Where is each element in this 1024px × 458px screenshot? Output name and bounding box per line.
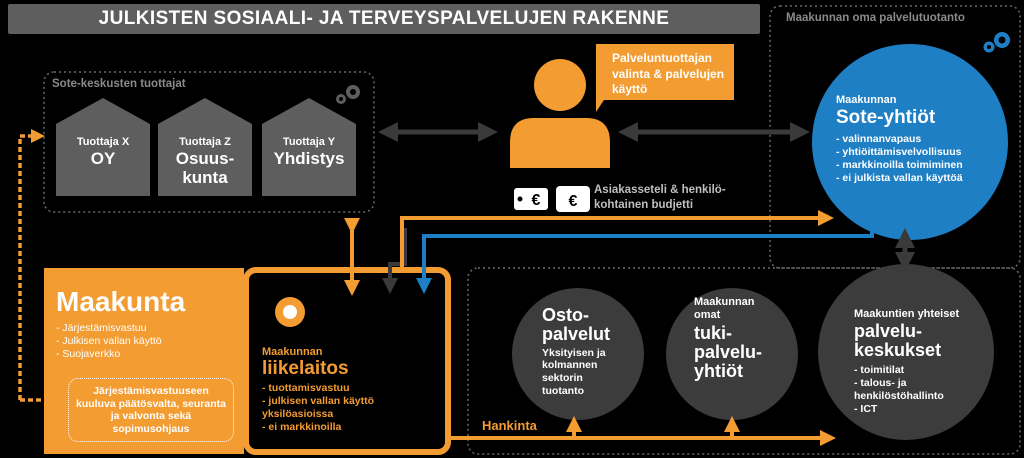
liikelaitos-big: liikelaitos: [262, 358, 349, 379]
sote-yhtiot-list: [836, 133, 996, 186]
house-y-big: Yhdistys: [273, 148, 345, 168]
gear-icon: [984, 32, 1011, 53]
sote-group-label: Sote-keskusten tuottajat: [52, 78, 186, 90]
list-item: - tuottamisvastuu: [262, 382, 374, 395]
list-item: - ei markkinoilla: [262, 421, 374, 434]
arrow-liikelaitos-to-yhtiot: [402, 218, 826, 270]
wallet-icon-symbol: €: [568, 193, 578, 210]
ostopalvelut-small: Yksityisen ja kolmannen sektorin tuotanto: [542, 346, 606, 397]
list-item: - julkisen vallan käyttö yksilöasioissa: [262, 395, 374, 421]
tukipalveluyhtiot-big: tuki- palvelu- yhtiöt: [694, 323, 763, 382]
maakunta-title: Maakunta: [56, 286, 186, 317]
palvelukeskukset-small: Maakuntien yhteiset: [854, 308, 960, 320]
hankinta-label: Hankinta: [482, 418, 537, 433]
speech-bubble-text: Palveluntuottajan valinta & palvelujen käyttö: [612, 51, 725, 97]
house-x-small: Tuottaja X: [76, 136, 130, 148]
gear-icon: [336, 85, 360, 104]
sote-yhtiot-small: Maakunnan: [836, 94, 897, 106]
arrow-maakunta-to-sote: [20, 136, 38, 400]
list-item: - markkinoilla toimiminen: [836, 159, 996, 172]
liikelaitos-small: Maakunnan: [262, 346, 323, 358]
palvelukeskukset-list: [854, 364, 974, 417]
list-item: - toimitilat: [854, 364, 974, 377]
ostopalvelut-big: Osto- palvelut: [542, 305, 611, 344]
list-item: - Suojaverkko: [56, 348, 162, 361]
person-icon: [510, 59, 610, 168]
palvelukeskukset-text: [854, 308, 974, 416]
list-item: - ei julkista vallan käyttöä: [836, 172, 996, 185]
house-z-big: Osuus- kunta: [175, 148, 235, 188]
budget-text: Asiakasseteli & henkilö- kohtainen budjetti: [594, 184, 726, 211]
house-z: [158, 136, 252, 188]
tukipalveluyhtiot-small: Maakunnan omat: [694, 296, 755, 322]
jarjestamisvastuu-box: Järjestämisvastuuseen kuuluva päätösvalta, seuranta ja valvonta sekä sopimusohjaus: [68, 378, 234, 442]
liikelaitos-list: [262, 382, 374, 435]
house-x-big: OY: [90, 148, 116, 168]
house-y-small: Tuottaja Y: [282, 136, 336, 148]
list-item: - Julkisen vallan käyttö: [56, 335, 162, 348]
house-x: [56, 136, 150, 168]
house-z-small: Tuottaja Z: [179, 136, 231, 148]
sote-yhtiot-big: Sote-yhtiöt: [836, 107, 936, 128]
list-item: - yhtiöittämisvelvollisuus: [836, 146, 996, 159]
sote-yhtiot-text: [836, 94, 996, 186]
oma-group-label: Maakunnan oma palvelutuotanto: [786, 12, 965, 24]
list-item: - ICT: [854, 403, 974, 416]
page-title: JULKISTEN SOSIAALI- JA TERVEYSPALVELUJEN RAKENNE: [98, 8, 670, 29]
tukipalveluyhtiot-text: [694, 296, 784, 381]
list-item: - Järjestämisvastuu: [56, 322, 162, 335]
maakunta-list: [56, 322, 162, 361]
list-item: - valinnanvapaus: [836, 133, 996, 146]
banknote-icon-symbol: €: [531, 192, 541, 209]
list-item: - talous- ja henkilöstöhallinto: [854, 377, 974, 403]
ostopalvelut-text: [542, 306, 642, 397]
palvelukeskukset-big: palvelu- keskukset: [854, 321, 942, 360]
house-y: [262, 136, 356, 168]
arrow-yhtiot-to-liikelaitos: [424, 226, 872, 286]
